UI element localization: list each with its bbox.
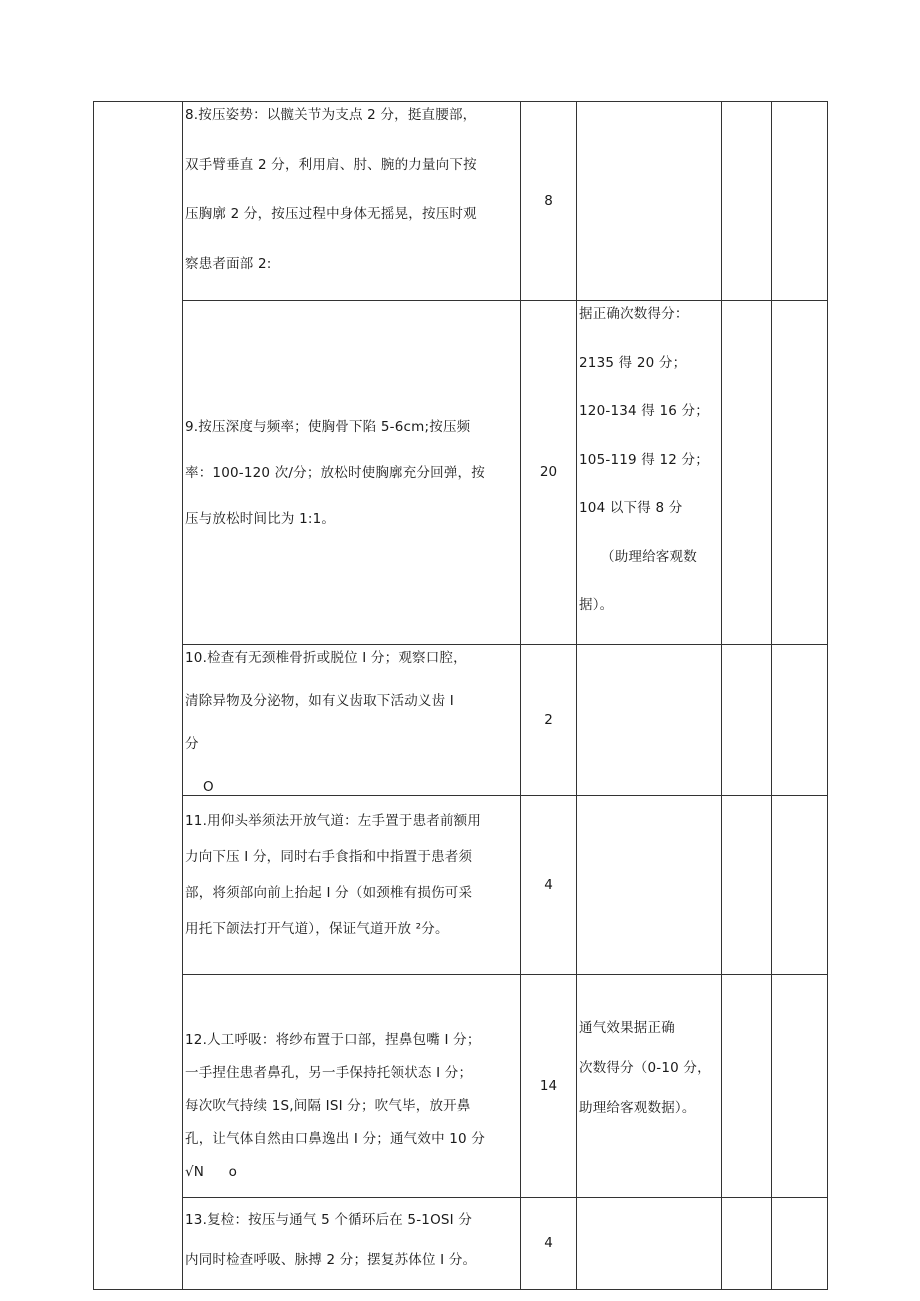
- criteria-line: 9.按压深度与频率；使胸骨下陷 5-6cm;按压频: [185, 418, 471, 435]
- criteria-line: 13.复检：按压与通气 5 个循环后在 5-1OSI 分: [185, 1211, 473, 1228]
- deduction-cell: [722, 644, 772, 795]
- criteria-line: 孔，让气体自然由口鼻逸出 I 分；通气效中 10 分: [185, 1130, 486, 1147]
- criteria-line: 11.用仰头举须法开放气道：左手置于患者前额用: [185, 812, 482, 829]
- remark-cell: [772, 301, 828, 645]
- criteria-line: 率：100-120 次/分；放松时使胸廓充分回弹，按: [185, 464, 485, 481]
- criteria-line: 部，将须部向前上抬起 I 分（如颈椎有损伤可采: [185, 884, 473, 901]
- criteria-cell: [183, 1197, 521, 1289]
- table-row: [94, 1197, 828, 1289]
- note-line: 2135 得 20 分；: [579, 354, 687, 371]
- deduction-cell: [722, 974, 772, 1197]
- note-line: 通气效果据正确: [579, 1019, 675, 1036]
- criteria-line: 力向下压 I 分，同时右手食指和中指置于患者须: [185, 848, 473, 865]
- criteria-line: 10.检查有无颈椎骨折或脱位 I 分；观察口腔，: [185, 649, 467, 666]
- criteria-line: √N o: [185, 1163, 238, 1180]
- remark-cell: [772, 1197, 828, 1289]
- score-cell: 14: [521, 974, 577, 1197]
- deduction-cell: [722, 102, 772, 301]
- remark-cell: [772, 795, 828, 974]
- criteria-line: 用托下颌法打开气道），保证气道开放 ²分。: [185, 920, 449, 937]
- remark-cell: [772, 644, 828, 795]
- criteria-line: 分: [185, 735, 199, 752]
- note-cell: [577, 301, 722, 645]
- criteria-line: 一手捏住患者鼻孔，另一手保持托领状态 I 分；: [185, 1064, 473, 1081]
- table-row: [94, 795, 828, 974]
- note-cell: [577, 974, 722, 1197]
- note-cell: [577, 1197, 722, 1289]
- criteria-cell: [183, 644, 521, 795]
- score-cell: 4: [521, 1197, 577, 1289]
- table-row: [94, 102, 828, 301]
- criteria-cell: [183, 301, 521, 645]
- deduction-cell: [722, 1197, 772, 1289]
- criteria-line: O: [203, 778, 214, 795]
- criteria-line: 每次吹气持续 1S,间隔 ISI 分；吹气毕，放开鼻: [185, 1097, 471, 1114]
- note-cell: [577, 102, 722, 301]
- criteria-line: 压与放松时间比为 1:1。: [185, 510, 336, 527]
- note-cell: [577, 795, 722, 974]
- score-cell: 20: [521, 301, 577, 645]
- criteria-line: 双手臂垂直 2 分，利用肩、肘、腕的力量向下按: [185, 156, 477, 173]
- category-cell: [94, 102, 183, 1290]
- criteria-line: 察患者面部 2:: [185, 255, 272, 272]
- note-line: 据正确次数得分：: [579, 306, 689, 322]
- note-line: 次数得分（0-10 分，: [579, 1059, 711, 1076]
- criteria-line: 内同时检查呼吸、脉搏 2 分；摆复苏体位 I 分。: [185, 1251, 477, 1268]
- note-line: 120-134 得 16 分；: [579, 403, 709, 419]
- criteria-cell: [183, 102, 521, 301]
- deduction-cell: [722, 301, 772, 645]
- note-line: 据）。: [579, 597, 614, 613]
- criteria-line: 清除异物及分泌物，如有义齿取下活动义齿 I: [185, 692, 454, 709]
- criteria-cell: [183, 795, 521, 974]
- table-row: [94, 644, 828, 795]
- note-line: 104 以下得 8 分: [579, 500, 683, 516]
- score-cell: 2: [521, 644, 577, 795]
- note-line: 助理给客观数据）。: [579, 1099, 696, 1116]
- criteria-line: 压胸廓 2 分，按压过程中身体无摇晃，按压时观: [185, 206, 477, 222]
- score-cell: 4: [521, 795, 577, 974]
- table-row: [94, 974, 828, 1197]
- criteria-cell: [183, 974, 521, 1197]
- criteria-line: 12.人工呼吸：将纱布置于口部，捏鼻包嘴 I 分；: [185, 1031, 481, 1048]
- remark-cell: [772, 102, 828, 301]
- note-cell: [577, 644, 722, 795]
- table-row: [94, 301, 828, 645]
- note-line: （助理给客观数: [601, 548, 697, 565]
- criteria-line: 8.按压姿势：以髋关节为支点 2 分，挺直腰部，: [185, 107, 477, 123]
- note-line: 105-119 得 12 分；: [579, 451, 709, 468]
- remark-cell: [772, 974, 828, 1197]
- deduction-cell: [722, 795, 772, 974]
- score-cell: 8: [521, 102, 577, 301]
- scoring-table: [93, 101, 828, 1290]
